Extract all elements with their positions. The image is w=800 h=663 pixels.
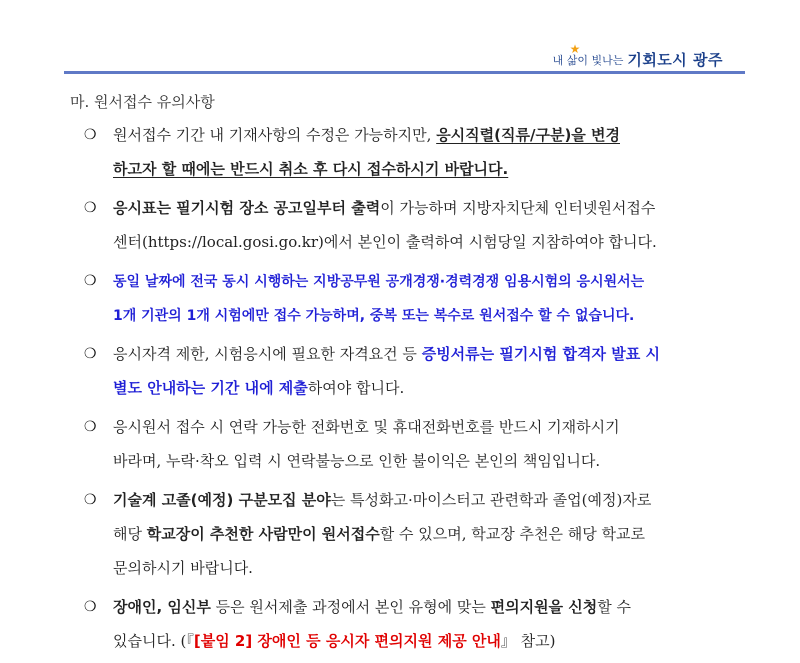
notice-line <box>113 590 750 624</box>
logo-slogan-text: 내 삶이 빛나는 <box>552 54 624 67</box>
notice-emphasis: 장애인, 임신부 <box>113 598 211 616</box>
circle-bullet-icon: ❍ <box>84 127 97 143</box>
notice-text: 는 특성화고·마이스터고 관련학과 졸업(예정)자로 <box>330 491 652 509</box>
notice-line <box>113 152 750 186</box>
city-logo <box>553 44 723 70</box>
section-heading: 마. 원서접수 유의사항 <box>70 93 215 111</box>
notice-text: 있습니다. (『 <box>113 632 194 650</box>
notice-line <box>113 337 750 371</box>
attachment-reference: [붙임 2] 장애인 등 응시자 편의지원 제공 안내 <box>193 632 501 650</box>
notice-line <box>113 264 750 298</box>
notice-list <box>72 118 750 663</box>
notice-text: 할 수 <box>597 598 631 616</box>
notice-item-1 <box>72 118 750 186</box>
notice-emphasis: 기술계 고졸(예정) 구분모집 분야 <box>113 491 331 509</box>
circle-bullet-icon: ❍ <box>84 419 97 435</box>
notice-text: 센터(https://local.gosi.go.kr)에서 본인이 출력하여 시험당일 지참하여야 합니다. <box>113 233 657 251</box>
notice-emphasis: 동일 날짜에 전국 동시 시행하는 지방공무원 공개경쟁·경력경쟁 임용시험의 응시원서는 <box>113 274 645 290</box>
circle-bullet-icon: ❍ <box>84 492 97 508</box>
circle-bullet-icon: ❍ <box>84 599 97 615</box>
notice-line <box>113 371 750 405</box>
notice-text: 해당 <box>113 525 147 543</box>
notice-item-7 <box>72 590 750 658</box>
circle-bullet-icon: ❍ <box>84 346 97 362</box>
notice-emphasis: 응시표는 필기시험 장소 공고일부터 출력 <box>113 199 381 217</box>
notice-text: 할 수 있으며, 학교장 추천은 해당 학교로 <box>379 525 645 543</box>
notice-emphasis: 1개 기관의 1개 시험에만 접수 가능하며, 중복 또는 복수로 원서접수 할 수 없습니다. <box>113 308 635 324</box>
notice-line <box>113 118 750 152</box>
notice-line <box>113 410 750 444</box>
logo-city-name: 기회도시 광주 <box>627 51 723 69</box>
notice-emphasis: 별도 안내하는 기간 내에 제출 <box>113 379 308 397</box>
notice-line <box>113 517 750 551</box>
notice-text: 응시원서 접수 시 연락 가능한 전화번호 및 휴대전화번호를 반드시 기재하시기 <box>113 418 620 436</box>
notice-item-4 <box>72 337 750 405</box>
notice-line <box>113 483 750 517</box>
notice-item-6 <box>72 483 750 585</box>
star-icon: ★ <box>569 42 581 56</box>
header-rule <box>64 71 745 74</box>
notice-emphasis: 증빙서류는 필기시험 합격자 발표 시 <box>421 345 660 363</box>
notice-text: 』 참고) <box>500 632 556 650</box>
notice-item-5 <box>72 410 750 478</box>
notice-item-3 <box>72 264 750 332</box>
notice-text: 문의하시기 바랍니다. <box>113 559 253 577</box>
logo-slogan <box>552 42 624 70</box>
notice-line <box>113 225 750 259</box>
circle-bullet-icon: ❍ <box>84 200 97 216</box>
notice-emphasis: 학교장이 추천한 사람만이 원서접수 <box>146 525 380 543</box>
notice-line <box>113 444 750 478</box>
notice-text: 하여야 합니다. <box>307 379 405 397</box>
notice-text: 바라며, 누락·착오 입력 시 연락불능으로 인한 불이익은 본인의 책임입니다. <box>113 452 601 470</box>
notice-text: 응시자격 제한, 시험응시에 필요한 자격요건 등 <box>113 345 422 363</box>
notice-text: 이 가능하며 지방자치단체 인터넷원서접수 <box>380 199 656 217</box>
notice-emphasis: 응시직렬(직류/구분)을 변경 <box>436 126 620 144</box>
notice-line <box>113 624 750 658</box>
notice-text: 원서접수 기간 내 기재사항의 수정은 가능하지만, <box>113 126 437 144</box>
notice-line <box>113 551 750 585</box>
notice-item-2 <box>72 191 750 259</box>
notice-emphasis: 편의지원을 신청 <box>490 598 598 616</box>
circle-bullet-icon: ❍ <box>84 273 97 289</box>
notice-line <box>113 191 750 225</box>
notice-text: 등은 원서제출 과정에서 본인 유형에 맞는 <box>210 598 491 616</box>
notice-line <box>113 298 750 332</box>
notice-emphasis: 하고자 할 때에는 반드시 취소 후 다시 접수하시기 바랍니다. <box>113 160 509 178</box>
